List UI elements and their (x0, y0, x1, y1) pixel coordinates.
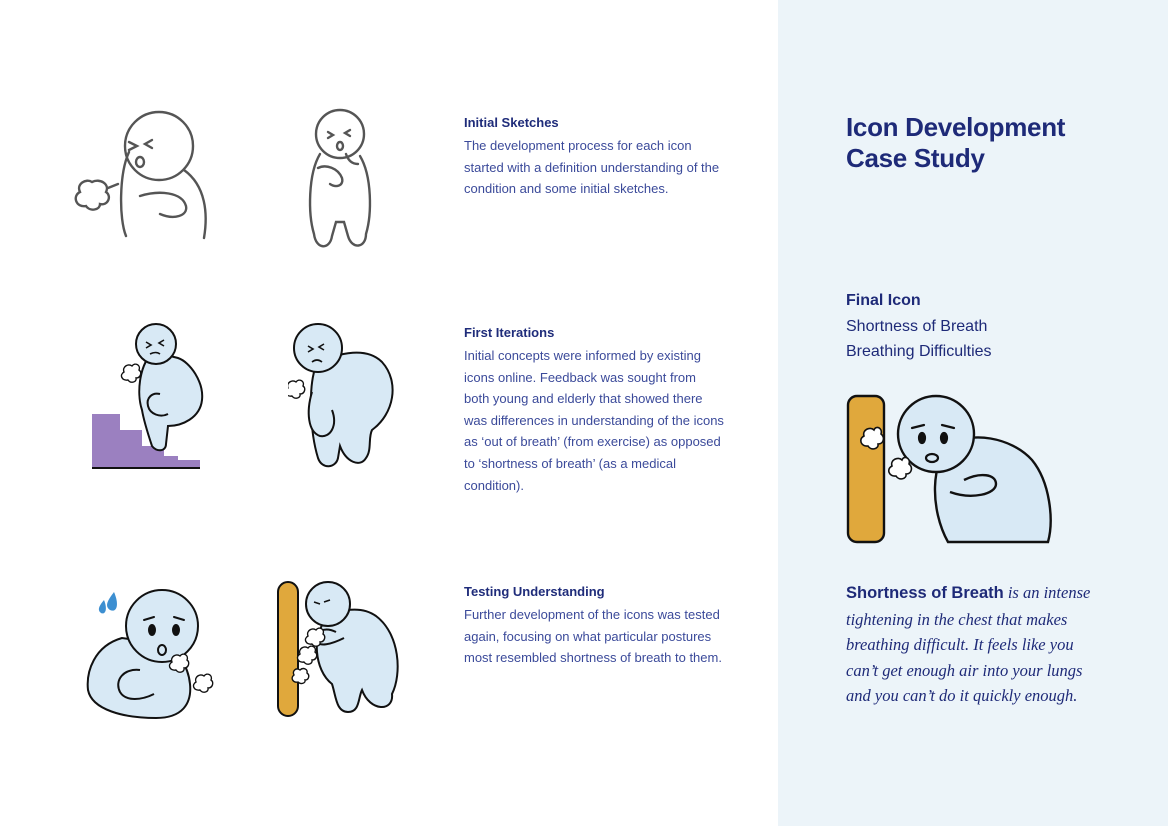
final-shortness-of-breath-icon (840, 390, 1055, 551)
section-title: Testing Understanding (464, 584, 605, 599)
final-icon-info (846, 288, 992, 365)
description-term: Shortness of Breath (846, 584, 1004, 602)
section-body: The development process for each icon started with a definition understanding of the condition and some initial sketches. (464, 138, 720, 197)
final-icon-label: Final Icon (846, 292, 921, 309)
section-initial-sketches (464, 114, 724, 200)
section-body: Further development of the icons was tested again, focusing on what particular postures most resembled shortness of breath to them. (464, 607, 722, 666)
sketch-standing-figure-icon (290, 104, 390, 254)
section-title: First Iterations (464, 325, 555, 340)
section-title: Initial Sketches (464, 115, 559, 130)
section-first-iterations (464, 324, 724, 496)
sketch-coughing-figure-icon (74, 104, 214, 244)
section-testing-understanding (464, 583, 724, 669)
description-text: is an intense tightening in the chest that makes breathing difficult. It feels like you can’t get enough air into your lungs and you can’t do it quickly enough. (846, 583, 1091, 705)
condition-description (846, 580, 1106, 709)
sweating-figure-icon (84, 584, 224, 724)
final-icon-name: Shortness of Breath (846, 317, 988, 335)
section-body: Initial concepts were informed by existing icons online. Feedback was sought from both young and elderly that showed there was differences in understanding of the icons as ‘out of breath’ (from exercise) as opposed to ‘shortness of breath’ (as a medical condition). (464, 348, 724, 493)
title-line-2: Case Study (846, 143, 985, 173)
page-title (846, 112, 1065, 174)
hunched-figure-icon (288, 322, 403, 472)
final-icon-alt-name: Breathing Difficulties (846, 343, 992, 360)
figure-leaning-on-pole-icon (274, 578, 404, 723)
figure-on-stairs-icon (90, 322, 210, 472)
title-line-1: Icon Development (846, 112, 1066, 142)
